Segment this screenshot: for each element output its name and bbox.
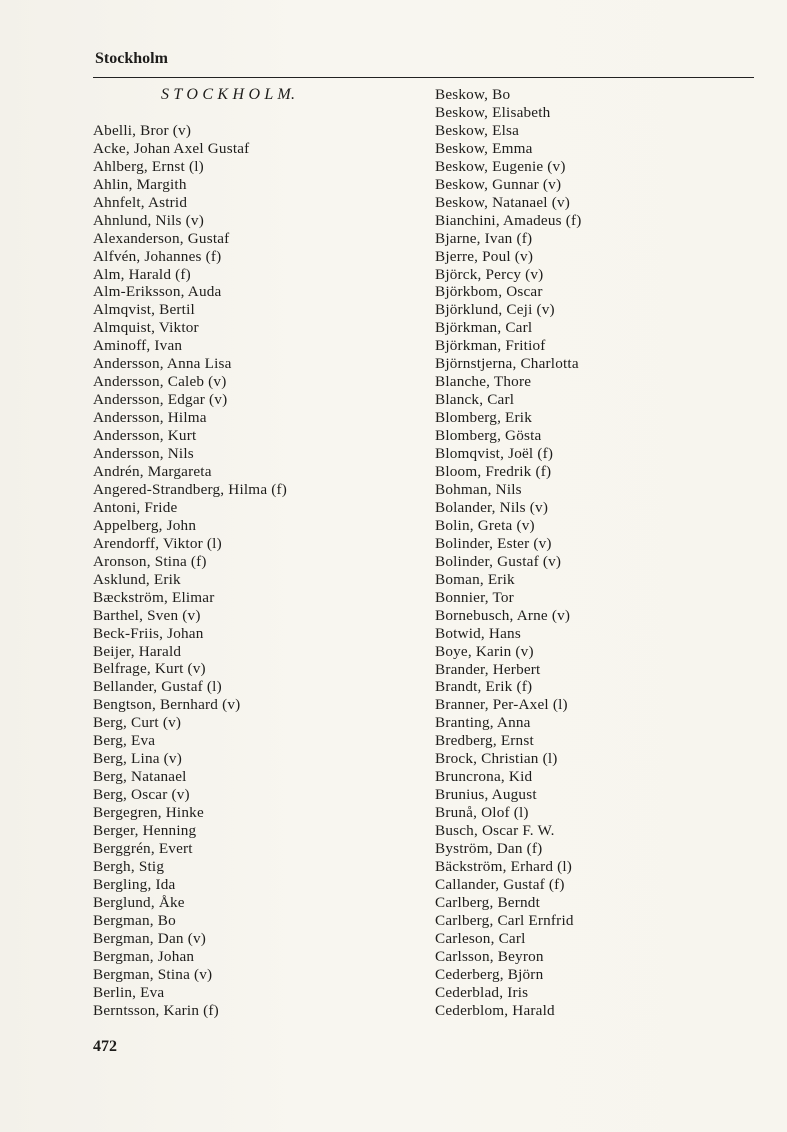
name-entry: Carleson, Carl <box>435 929 526 947</box>
name-entry: Ahlin, Margith <box>93 175 187 193</box>
name-entry: Abelli, Bror (v) <box>93 121 192 139</box>
name-entry: Branner, Per-Axel (l) <box>435 696 568 714</box>
name-entry: Carlberg, Berndt <box>435 893 540 911</box>
name-entry: Boye, Karin (v) <box>435 642 534 660</box>
name-entry: Beskow, Bo <box>435 86 511 103</box>
name-entry: Bæckström, Elimar <box>93 588 215 606</box>
name-entry: Bergegren, Hinke <box>93 804 204 822</box>
city-heading: S T O C K H O L M. <box>161 86 296 103</box>
page-number: 472 <box>93 1038 117 1055</box>
name-entry: Brock, Christian (l) <box>435 750 558 768</box>
name-entry: Carlberg, Carl Ernfrid <box>435 911 574 929</box>
name-entry: Carlsson, Beyron <box>435 947 544 965</box>
name-entry: Bergman, Bo <box>93 911 176 929</box>
spacer <box>93 104 413 122</box>
name-entry: Bolin, Greta (v) <box>435 516 535 534</box>
name-entry: Antoni, Fride <box>93 498 178 516</box>
name-entry: Alfvén, Johannes (f) <box>93 247 222 265</box>
name-entry: Björck, Percy (v) <box>435 265 544 283</box>
name-entry: Andersson, Caleb (v) <box>93 373 227 391</box>
name-entry: Bloom, Fredrik (f) <box>435 463 552 481</box>
name-entry: Appelberg, John <box>93 516 197 534</box>
name-entry: Branting, Anna <box>435 714 531 732</box>
right-column-list <box>435 86 755 1020</box>
left-column-list <box>93 86 413 1020</box>
name-entry: Brunius, August <box>435 786 537 804</box>
name-entry: Bäckström, Erhard (l) <box>435 857 573 875</box>
name-entry: Andersson, Anna Lisa <box>93 355 232 373</box>
name-entry: Busch, Oscar F. W. <box>435 822 555 840</box>
name-entry: Bolinder, Gustaf (v) <box>435 552 562 570</box>
name-entry: Brander, Herbert <box>435 660 541 678</box>
name-entry: Berntsson, Karin (f) <box>93 1001 219 1019</box>
name-entry: Blomberg, Erik <box>435 409 533 427</box>
name-entry: Alm-Eriksson, Auda <box>93 283 222 301</box>
name-entry: Brunå, Olof (l) <box>435 804 529 822</box>
name-entry: Aminoff, Ivan <box>93 337 183 355</box>
name-entry: Beskow, Elisabeth <box>435 103 551 121</box>
name-entry: Ahlberg, Ernst (l) <box>93 157 204 175</box>
name-entry: Almquist, Viktor <box>93 319 199 337</box>
name-entry: Bergman, Stina (v) <box>93 965 213 983</box>
name-entry: Björnstjerna, Charlotta <box>435 355 579 373</box>
name-entry: Beck-Friis, Johan <box>93 624 204 642</box>
name-entry: Brandt, Erik (f) <box>435 678 533 696</box>
name-entry: Byström, Dan (f) <box>435 840 543 858</box>
name-entry: Belfrage, Kurt (v) <box>93 660 206 678</box>
name-entry: Beskow, Elsa <box>435 121 520 139</box>
name-entry: Bruncrona, Kid <box>435 768 533 786</box>
name-entry: Bohman, Nils <box>435 480 522 498</box>
name-entry: Asklund, Erik <box>93 570 181 588</box>
name-entry: Bolinder, Ester (v) <box>435 534 552 552</box>
name-entry: Blomqvist, Joël (f) <box>435 445 554 463</box>
name-entry: Bolander, Nils (v) <box>435 498 549 516</box>
name-entry: Bellander, Gustaf (l) <box>93 678 222 696</box>
name-entry: Blanche, Thore <box>435 373 532 391</box>
name-entry: Barthel, Sven (v) <box>93 606 201 624</box>
name-entry: Beijer, Harald <box>93 642 182 660</box>
name-entry: Boman, Erik <box>435 570 515 588</box>
name-entry: Berger, Henning <box>93 822 197 840</box>
name-entry: Andersson, Kurt <box>93 427 197 445</box>
name-entry: Cederblom, Harald <box>435 1001 555 1019</box>
name-entry: Berg, Oscar (v) <box>93 786 190 804</box>
name-entry: Blanck, Carl <box>435 391 515 409</box>
name-entry: Björkman, Fritiof <box>435 337 546 355</box>
name-entry: Cederblad, Iris <box>435 983 529 1001</box>
name-entry: Berg, Natanael <box>93 768 187 786</box>
name-entry: Andersson, Nils <box>93 445 194 463</box>
name-entry: Berg, Curt (v) <box>93 714 182 732</box>
name-entry: Beskow, Gunnar (v) <box>435 175 562 193</box>
name-entry: Bengtson, Bernhard (v) <box>93 696 241 714</box>
header-rule <box>93 77 754 78</box>
name-entry: Beskow, Emma <box>435 139 533 157</box>
name-entry: Blomberg, Gösta <box>435 427 542 445</box>
name-entry: Björkbom, Oscar <box>435 283 543 301</box>
name-entry: Arendorff, Viktor (l) <box>93 534 222 552</box>
name-entry: Berlin, Eva <box>93 983 165 1001</box>
name-entry: Andrén, Margareta <box>93 462 212 480</box>
name-entry: Andersson, Edgar (v) <box>93 391 228 409</box>
name-entry: Bjarne, Ivan (f) <box>435 229 533 247</box>
name-entry: Almqvist, Bertil <box>93 301 195 319</box>
name-entry: Berggrén, Evert <box>93 840 193 857</box>
name-entry: Bergman, Johan <box>93 947 195 965</box>
name-entry: Botwid, Hans <box>435 624 521 642</box>
running-header-title: Stockholm <box>95 50 168 67</box>
name-entry: Bredberg, Ernst <box>435 732 534 750</box>
name-entry: Björklund, Ceji (v) <box>435 301 555 319</box>
name-entry: Beskow, Eugenie (v) <box>435 157 566 175</box>
name-entry: Aronson, Stina (f) <box>93 552 207 570</box>
name-entry: Bianchini, Amadeus (f) <box>435 211 582 229</box>
name-entry: Berg, Eva <box>93 732 156 750</box>
name-entry: Berg, Lina (v) <box>93 750 182 768</box>
name-entry: Bonnier, Tor <box>435 588 514 606</box>
name-entry: Acke, Johan Axel Gustaf <box>93 139 250 157</box>
name-entry: Bergh, Stig <box>93 857 165 875</box>
name-entry: Alexanderson, Gustaf <box>93 229 230 247</box>
name-entry: Berglund, Åke <box>93 893 185 911</box>
name-entry: Beskow, Natanael (v) <box>435 193 571 211</box>
name-entry: Bornebusch, Arne (v) <box>435 606 571 624</box>
name-entry: Bjerre, Poul (v) <box>435 247 534 265</box>
name-entry: Bergman, Dan (v) <box>93 929 206 947</box>
name-entry: Alm, Harald (f) <box>93 265 191 283</box>
name-entry: Ahnfelt, Astrid <box>93 193 188 211</box>
name-entry: Cederberg, Björn <box>435 965 544 983</box>
name-entry: Björkman, Carl <box>435 319 533 337</box>
name-entry: Angered-Strandberg, Hilma (f) <box>93 480 288 498</box>
name-entry: Ahnlund, Nils (v) <box>93 211 204 229</box>
name-entry: Callander, Gustaf (f) <box>435 875 565 893</box>
name-entry: Bergling, Ida <box>93 875 176 893</box>
name-entry: Andersson, Hilma <box>93 409 207 427</box>
